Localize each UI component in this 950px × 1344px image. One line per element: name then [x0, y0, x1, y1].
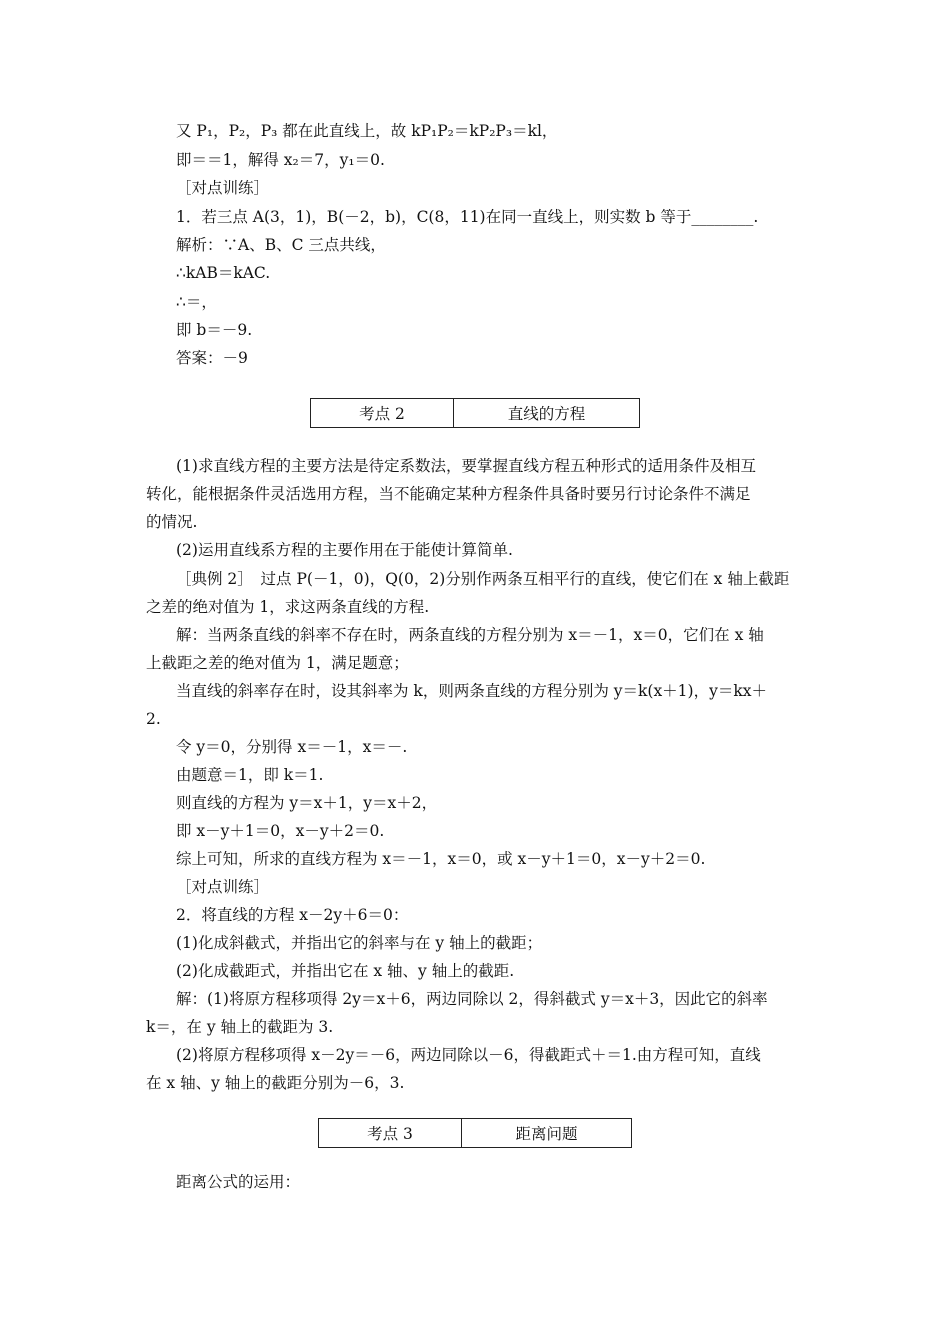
- text-line: (2)将原方程移项得 x－2y＝－6，两边同除以－6，得截距式＋＝1.由方程可知，直线: [176, 1046, 761, 1064]
- text-line: 答案：－9: [176, 349, 248, 367]
- text-line: 解：当两条直线的斜率不存在时，两条直线的方程分别为 x＝－1，x＝0，它们在 x 轴: [176, 626, 764, 644]
- text-line: 转化，能根据条件灵活选用方程，当不能确定某种方程条件具备时要另行讨论条件不满足: [146, 485, 751, 503]
- text-line: 令 y＝0，分别得 x＝－1，x＝－.: [176, 738, 408, 756]
- text-line: 距离公式的运用：: [176, 1173, 301, 1191]
- text-line: (1)化成斜截式，并指出它的斜率与在 y 轴上的截距；: [176, 934, 543, 952]
- text-line: (1)求直线方程的主要方法是待定系数法，要掌握直线方程五种形式的适用条件及相互: [176, 457, 756, 475]
- text-line: 又 P₁，P₂，P₃ 都在此直线上，故 kP₁P₂＝kP₂P₃＝kl，: [176, 122, 558, 140]
- text-line: 1．若三点 A(3，1)，B(－2，b)，C(8，11)在同一直线上，则实数 b 等于________.: [176, 208, 759, 226]
- section-header-box: [310, 398, 640, 428]
- text-line: 解析：∵A、B、C 三点共线，: [176, 236, 386, 254]
- text-line: 则直线的方程为 y＝x＋1，y＝x＋2，: [176, 794, 438, 812]
- text-line: 即 b＝－9.: [176, 321, 253, 339]
- section-header-box: [318, 1118, 632, 1148]
- text-line: 在 x 轴、y 轴上的截距分别为－6，3.: [146, 1074, 405, 1092]
- text-line: 由题意＝1，即 k＝1.: [176, 766, 324, 784]
- text-line: 2.: [146, 710, 161, 728]
- text-line: 的情况.: [146, 513, 198, 531]
- text-line: 即 x－y＋1＝0，x－y＋2＝0.: [176, 822, 385, 840]
- text-line: (2)运用直线系方程的主要作用在于能使计算简单.: [176, 541, 513, 559]
- section-title: 直线的方程: [507, 405, 586, 423]
- section-title: 距离问题: [515, 1125, 578, 1143]
- text-line: 之差的绝对值为 1，求这两条直线的方程.: [146, 598, 430, 616]
- text-line: ［对点训练］: [176, 179, 270, 197]
- text-line: (2)化成截距式，并指出它在 x 轴、y 轴上的截距.: [176, 962, 515, 980]
- text-line: ［对点训练］: [176, 878, 270, 896]
- section-number: 考点 3: [319, 1119, 462, 1147]
- text-line: 解：(1)将原方程移项得 2y＝x＋6，两边同除以 2，得斜截式 y＝x＋3，因此它的斜率: [176, 990, 768, 1008]
- text-line: ［典例 2］ 过点 P(－1，0)，Q(0，2)分别作两条互相平行的直线，使它们在 x 轴上截距: [176, 570, 790, 588]
- text-line: 上截距之差的绝对值为 1，满足题意；: [146, 654, 409, 672]
- text-line: 综上可知，所求的直线方程为 x＝－1，x＝0，或 x－y＋1＝0，x－y＋2＝0.: [176, 850, 706, 868]
- section-number: 考点 2: [311, 399, 454, 427]
- text-line: 当直线的斜率存在时，设其斜率为 k，则两条直线的方程分别为 y＝k(x＋1)，y＝kx＋: [176, 682, 767, 700]
- text-line: ∴＝，: [176, 293, 217, 311]
- text-line: 即＝＝1，解得 x₂＝7，y₁＝0.: [176, 151, 385, 169]
- text-line: ∴kAB＝kAC.: [176, 264, 271, 282]
- text-line: k＝，在 y 轴上的截距为 3.: [146, 1018, 334, 1036]
- text-line: 2．将直线的方程 x－2y＋6＝0：: [176, 906, 409, 924]
